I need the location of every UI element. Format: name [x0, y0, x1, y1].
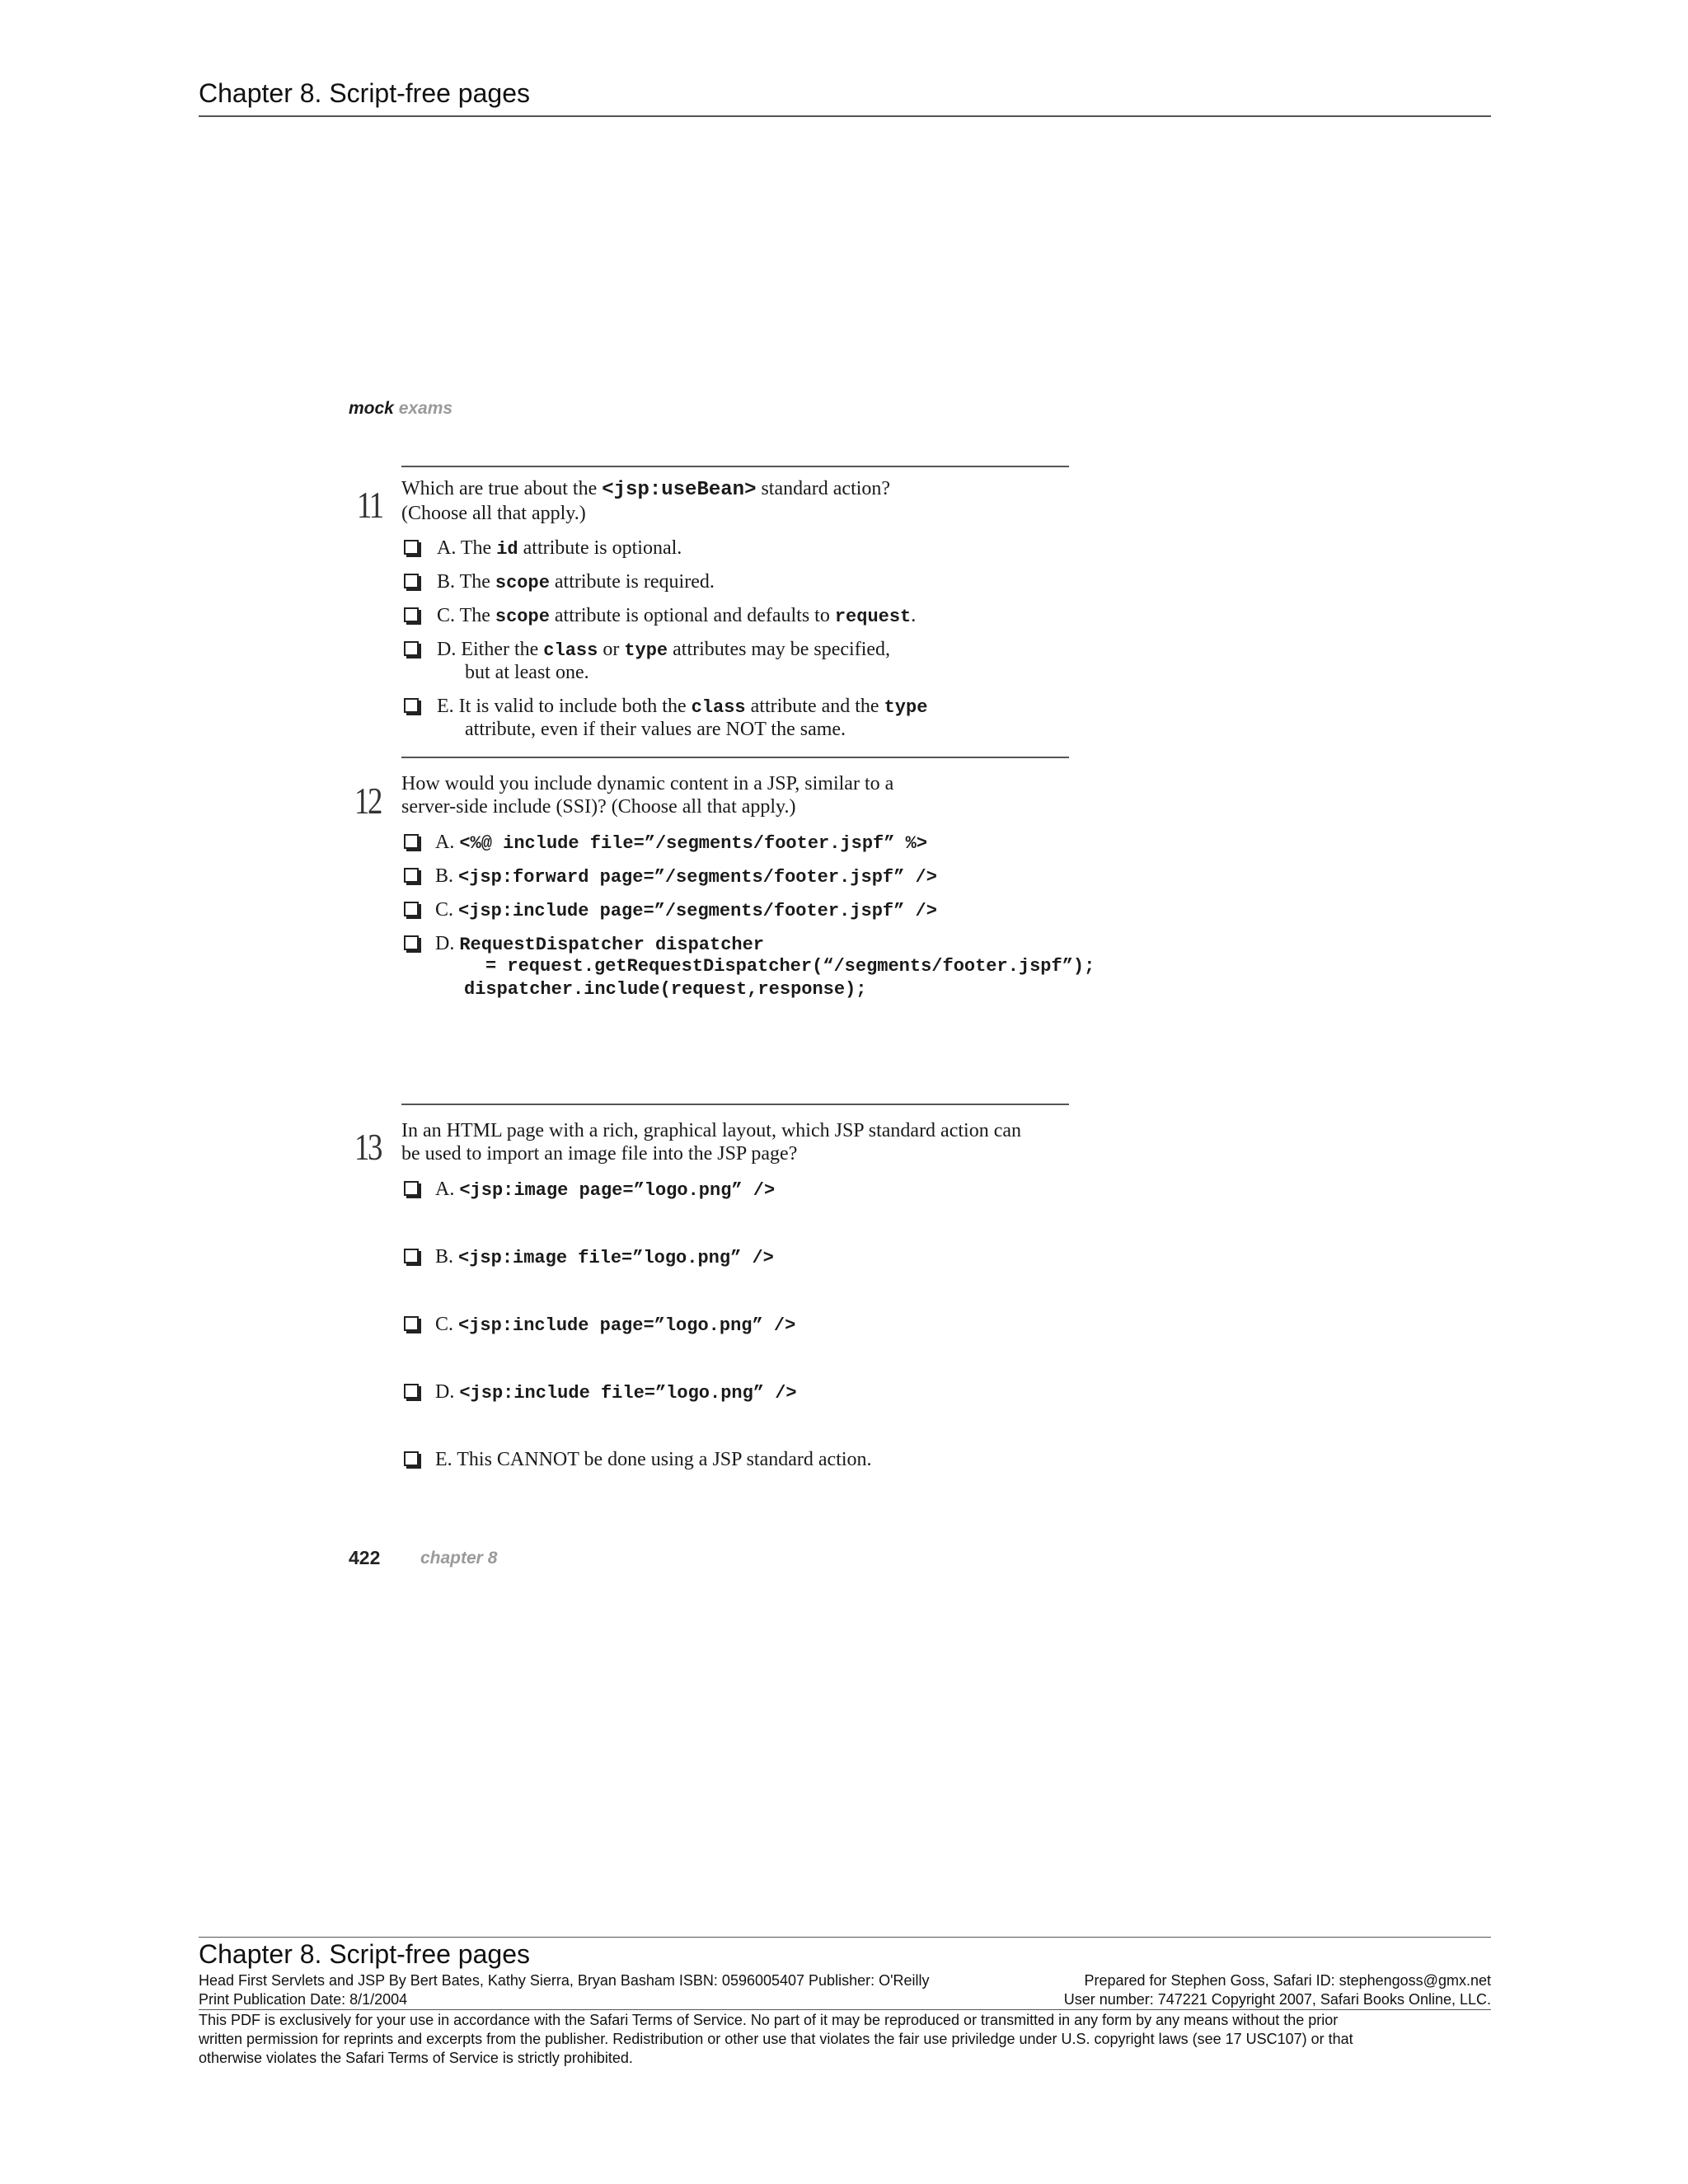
- header-divider: [199, 115, 1491, 117]
- option-code: <jsp:image page=”logo.png” />: [459, 1180, 776, 1201]
- checkbox-11e[interactable]: [404, 698, 419, 713]
- question-divider: [401, 757, 1069, 758]
- checkbox-13a[interactable]: [404, 1181, 419, 1196]
- section-tag-light: exams: [398, 399, 453, 418]
- question-text-11: [401, 477, 890, 525]
- option-11c: C. The scope attribute is optional and defaults to request.: [437, 605, 917, 627]
- section-tag: [349, 399, 452, 419]
- question-divider: [401, 1104, 1069, 1105]
- option-code: <jsp:image file=”logo.png” />: [458, 1248, 774, 1268]
- option-11a: A. The id attribute is optional.: [437, 537, 682, 560]
- footer-book-info: Head First Servlets and JSP By Bert Bates, Kathy Sierra, Bryan Basham ISBN: 0596005407 Publisher: O'Reilly: [199, 1972, 930, 1989]
- option-code: RequestDispatcher dispatcher: [459, 935, 765, 955]
- checkbox-11d[interactable]: [404, 641, 419, 656]
- checkbox-13c[interactable]: [404, 1316, 419, 1331]
- option-text: This CANNOT be done using a JSP standard action.: [457, 1449, 872, 1470]
- question-number-11: 11: [357, 484, 382, 526]
- option-11e-continued: attribute, even if their values are NOT the same.: [465, 719, 846, 740]
- option-code: <jsp:include page=”logo.png” />: [458, 1315, 796, 1336]
- option-letter: B.: [435, 1246, 454, 1268]
- question-text-line: In an HTML page with a rich, graphical layout, which JSP standard action can: [401, 1120, 1022, 1141]
- footer-prepared-for: Prepared for Stephen Goss, Safari ID: stephengoss@gmx.net: [1084, 1972, 1491, 1989]
- option-code: <jsp:include file=”logo.png” />: [459, 1383, 797, 1404]
- option-letter: D.: [435, 933, 455, 954]
- option-12d-line-3: dispatcher.include(request,response);: [464, 979, 867, 1000]
- option-11d: D. Either the class or type attributes may be specified,: [437, 639, 891, 661]
- section-tag-bold: mock: [349, 399, 394, 418]
- option-12c: [435, 898, 937, 923]
- question-text-line: Which are true about the <jsp:useBean> standard action?: [401, 478, 891, 501]
- footer-bottom-divider: [199, 2009, 1491, 2010]
- question-number-13: 13: [354, 1126, 381, 1168]
- option-12d: [435, 932, 764, 957]
- checkbox-12a[interactable]: [404, 834, 419, 849]
- checkbox-11c[interactable]: [404, 607, 419, 622]
- question-text-line: (Choose all that apply.): [401, 503, 586, 524]
- option-letter: C.: [435, 899, 454, 921]
- option-12b: [435, 865, 937, 889]
- chapter-header-title: Chapter 8. Script-free pages: [199, 78, 530, 108]
- option-12d-line-2: = request.getRequestDispatcher(“/segments/footer.jspf”);: [485, 956, 1095, 977]
- option-code: <jsp:forward page=”/segments/footer.jspf” />: [458, 867, 937, 888]
- option-11e: E. It is valid to include both the class attribute and the type: [437, 696, 928, 718]
- option-13c: [435, 1313, 795, 1338]
- question-divider: [401, 466, 1069, 467]
- option-letter: C.: [435, 1314, 454, 1335]
- page-chapter-label: chapter 8: [420, 1549, 498, 1568]
- footer-legal-line: otherwise violates the Safari Terms of Service is strictly prohibited.: [199, 2050, 633, 2066]
- question-text-13: [401, 1119, 1021, 1165]
- option-12a: [435, 831, 927, 855]
- option-letter: D.: [435, 1381, 455, 1403]
- option-11d-continued: but at least one.: [465, 662, 589, 683]
- option-13b: [435, 1245, 774, 1270]
- footer-top-divider: [199, 1937, 1491, 1938]
- checkbox-13e[interactable]: [404, 1451, 419, 1466]
- question-text-line: be used to import an image file into the JSP page?: [401, 1143, 798, 1165]
- option-13a: [435, 1178, 775, 1202]
- question-text-12: [401, 772, 893, 818]
- question-text-line: How would you include dynamic content in a JSP, similar to a: [401, 773, 894, 794]
- checkbox-11a[interactable]: [404, 540, 419, 555]
- checkbox-11b[interactable]: [404, 574, 419, 588]
- page-number: 422: [349, 1547, 381, 1568]
- question-number-12: 12: [354, 780, 381, 822]
- checkbox-12c[interactable]: [404, 902, 419, 916]
- option-code: <%@ include file=”/segments/footer.jspf” %>: [459, 833, 928, 854]
- option-13d: [435, 1380, 797, 1405]
- footer-legal-line: written permission for reprints and excerpts from the publisher. Redistribution or other use that violates the fair use priviledge under U.S. copyright laws (see 17 USC107) or that: [199, 2031, 1353, 2047]
- option-letter: E.: [435, 1449, 452, 1470]
- question-text-line: server-side include (SSI)? (Choose all that apply.): [401, 796, 796, 818]
- option-letter: A.: [435, 832, 455, 853]
- option-code: <jsp:include page=”/segments/footer.jspf” />: [458, 901, 937, 921]
- footer-chapter-title: Chapter 8. Script-free pages: [199, 1939, 530, 1969]
- checkbox-13d[interactable]: [404, 1384, 419, 1399]
- checkbox-12b[interactable]: [404, 868, 419, 883]
- checkbox-12d[interactable]: [404, 935, 419, 950]
- option-letter: A.: [435, 1179, 455, 1200]
- footer-publication-date: Print Publication Date: 8/1/2004: [199, 1991, 408, 2008]
- option-11b: B. The scope attribute is required.: [437, 571, 715, 593]
- footer-legal-line: This PDF is exclusively for your use in accordance with the Safari Terms of Service. No part of it may be reproduced or transmitted in any form by any means without the prior: [199, 2012, 1339, 2028]
- footer-user-number: User number: 747221 Copyright 2007, Safari Books Online, LLC.: [1063, 1991, 1491, 2008]
- option-13e: [435, 1448, 872, 1471]
- option-letter: B.: [435, 865, 454, 887]
- checkbox-13b[interactable]: [404, 1249, 419, 1263]
